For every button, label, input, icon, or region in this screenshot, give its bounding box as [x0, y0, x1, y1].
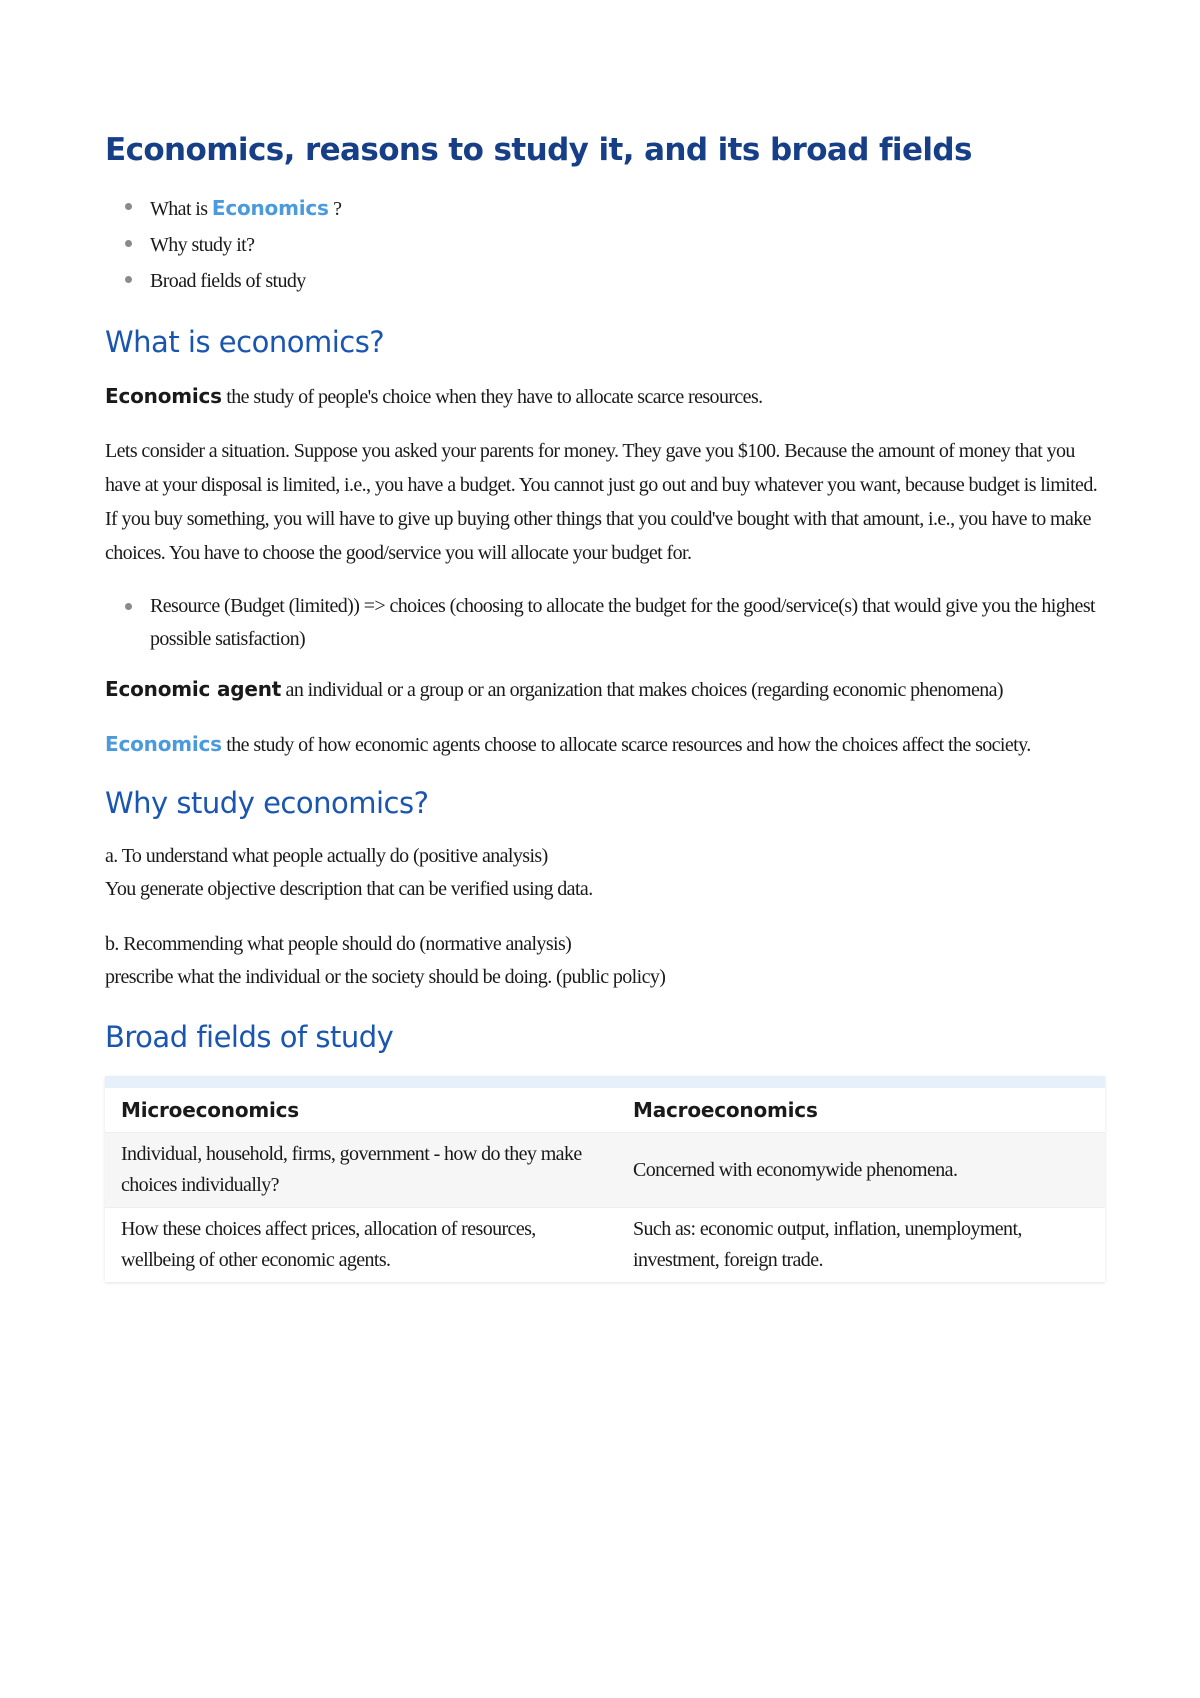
column-header-microeconomics: Microeconomics — [105, 1082, 617, 1133]
reason-normative — [105, 928, 1105, 994]
section-heading-why-study: Why study economics? — [105, 786, 429, 820]
toc-item-suffix: ? — [328, 198, 342, 220]
economics-definition — [105, 379, 1105, 414]
definition-text: the study of people's choice when they have to allocate scarce resources. — [221, 386, 763, 408]
table-cell: Concerned with economywide phenomena. — [617, 1133, 1105, 1208]
situation-paragraph: Lets consider a situation. Suppose you asked your parents for money. They gave you $100. Because the amount of money that you have at your disposal is limited, i.e., you have a budget. You cannot just go out and buy whatever you want, because budget is limited. If you buy something, you will have to give up buying other things that you could've bought with that amount, i.e., you have to make choices. You have to choose the good/service you will allocate your budget for. — [105, 440, 1098, 564]
resource-bullet: Resource (Budget (limited)) => choices (choosing to allocate the budget for the good/service(s) that would give you the highest possible satisfaction) — [105, 590, 1105, 656]
reason-title: b. Recommending what people should do (normative analysis) — [105, 933, 572, 955]
table-cell: Such as: economic output, inflation, unemployment, investment, foreign trade. — [617, 1208, 1105, 1283]
definition-term: Economics — [105, 384, 222, 408]
economic-agent-definition — [105, 672, 1105, 707]
economics-term-link[interactable]: Economics — [211, 196, 329, 220]
table-of-contents — [105, 190, 1105, 299]
reason-positive — [105, 840, 1105, 906]
fields-table — [105, 1076, 1105, 1282]
resource-bullet-list — [105, 590, 1105, 656]
toc-item-what-is-economics — [105, 190, 1105, 227]
table-row — [105, 1133, 1105, 1208]
definition-term: Economic agent — [105, 677, 282, 701]
definition-text: the study of how economic agents choose to allocate scarce resources and how the choices affect the society. — [221, 734, 1031, 756]
document — [105, 118, 1105, 1282]
definition-text: an individual or a group or an organization that makes choices (regarding economic phenomena) — [281, 679, 1003, 701]
section-heading-what-is-economics: What is economics? — [105, 325, 385, 359]
column-header-macroeconomics: Macroeconomics — [617, 1082, 1105, 1133]
reason-description: prescribe what the individual or the society should be doing. (public policy) — [105, 966, 666, 988]
table-cell: How these choices affect prices, allocation of resources, wellbeing of other economic agents. — [105, 1208, 617, 1283]
table-cell: Individual, household, firms, government - how do they make choices individually? — [105, 1133, 617, 1208]
section-heading-broad-fields: Broad fields of study — [105, 1020, 394, 1054]
toc-item-why-study: Why study it? — [105, 227, 1105, 263]
table-header-row — [105, 1082, 1105, 1133]
economics-term-link[interactable]: Economics — [105, 732, 222, 756]
reason-description: You generate objective description that can be verified using data. — [105, 878, 593, 900]
page-title: Economics, reasons to study it, and its broad fields — [105, 132, 972, 168]
reason-title: a. To understand what people actually do (positive analysis) — [105, 845, 548, 867]
toc-item-broad-fields: Broad fields of study — [105, 263, 1105, 299]
table-row — [105, 1208, 1105, 1283]
toc-item-text: What is — [150, 198, 212, 220]
economics-full-definition — [105, 727, 1105, 762]
